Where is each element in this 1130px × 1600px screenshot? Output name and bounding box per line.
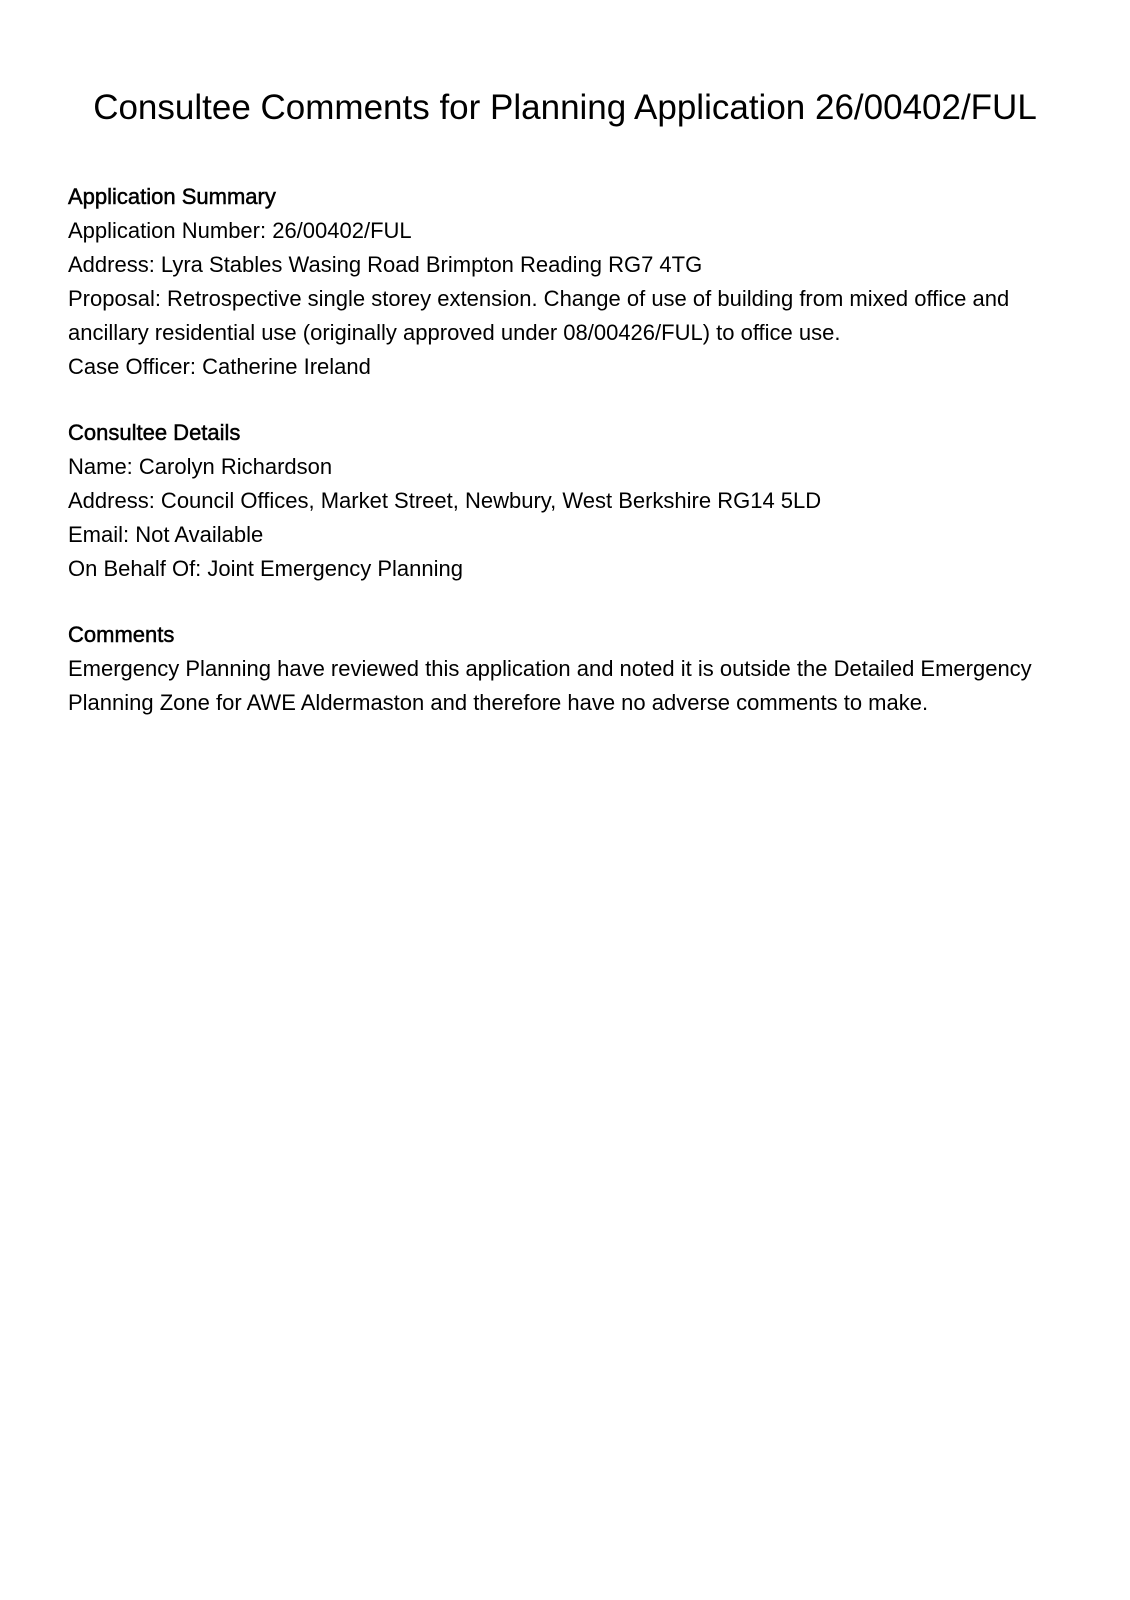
comments-section [68,618,1068,720]
consultee-details-section [68,416,1068,586]
case-officer: Case Officer: Catherine Ireland [68,354,371,379]
application-summary-heading: Application Summary [68,184,276,209]
application-proposal: Proposal: Retrospective single storey extension. Change of use of building from mixed office and ancillary residential use (originally approved under 08/00426/FUL) to office use. [68,286,1010,345]
consultee-on-behalf-of: On Behalf Of: Joint Emergency Planning [68,556,463,581]
comments-heading: Comments [68,622,175,647]
consultee-name: Name: Carolyn Richardson [68,454,333,479]
application-summary-section [68,180,1068,384]
consultee-details-heading: Consultee Details [68,420,241,445]
application-number: Application Number: 26/00402/FUL [68,218,412,243]
consultee-address: Address: Council Offices, Market Street, Newbury, West Berkshire RG14 5LD [68,488,822,513]
comments-text: Emergency Planning have reviewed this application and noted it is outside the Detailed Emergency Planning Zone for AWE Aldermaston and therefore have no adverse comments to make. [68,656,1032,715]
application-address: Address: Lyra Stables Wasing Road Brimpton Reading RG7 4TG [68,252,703,277]
consultee-email: Email: Not Available [68,522,264,547]
document-body [68,180,1068,752]
page-title: Consultee Comments for Planning Application 26/00402/FUL [93,88,1037,127]
